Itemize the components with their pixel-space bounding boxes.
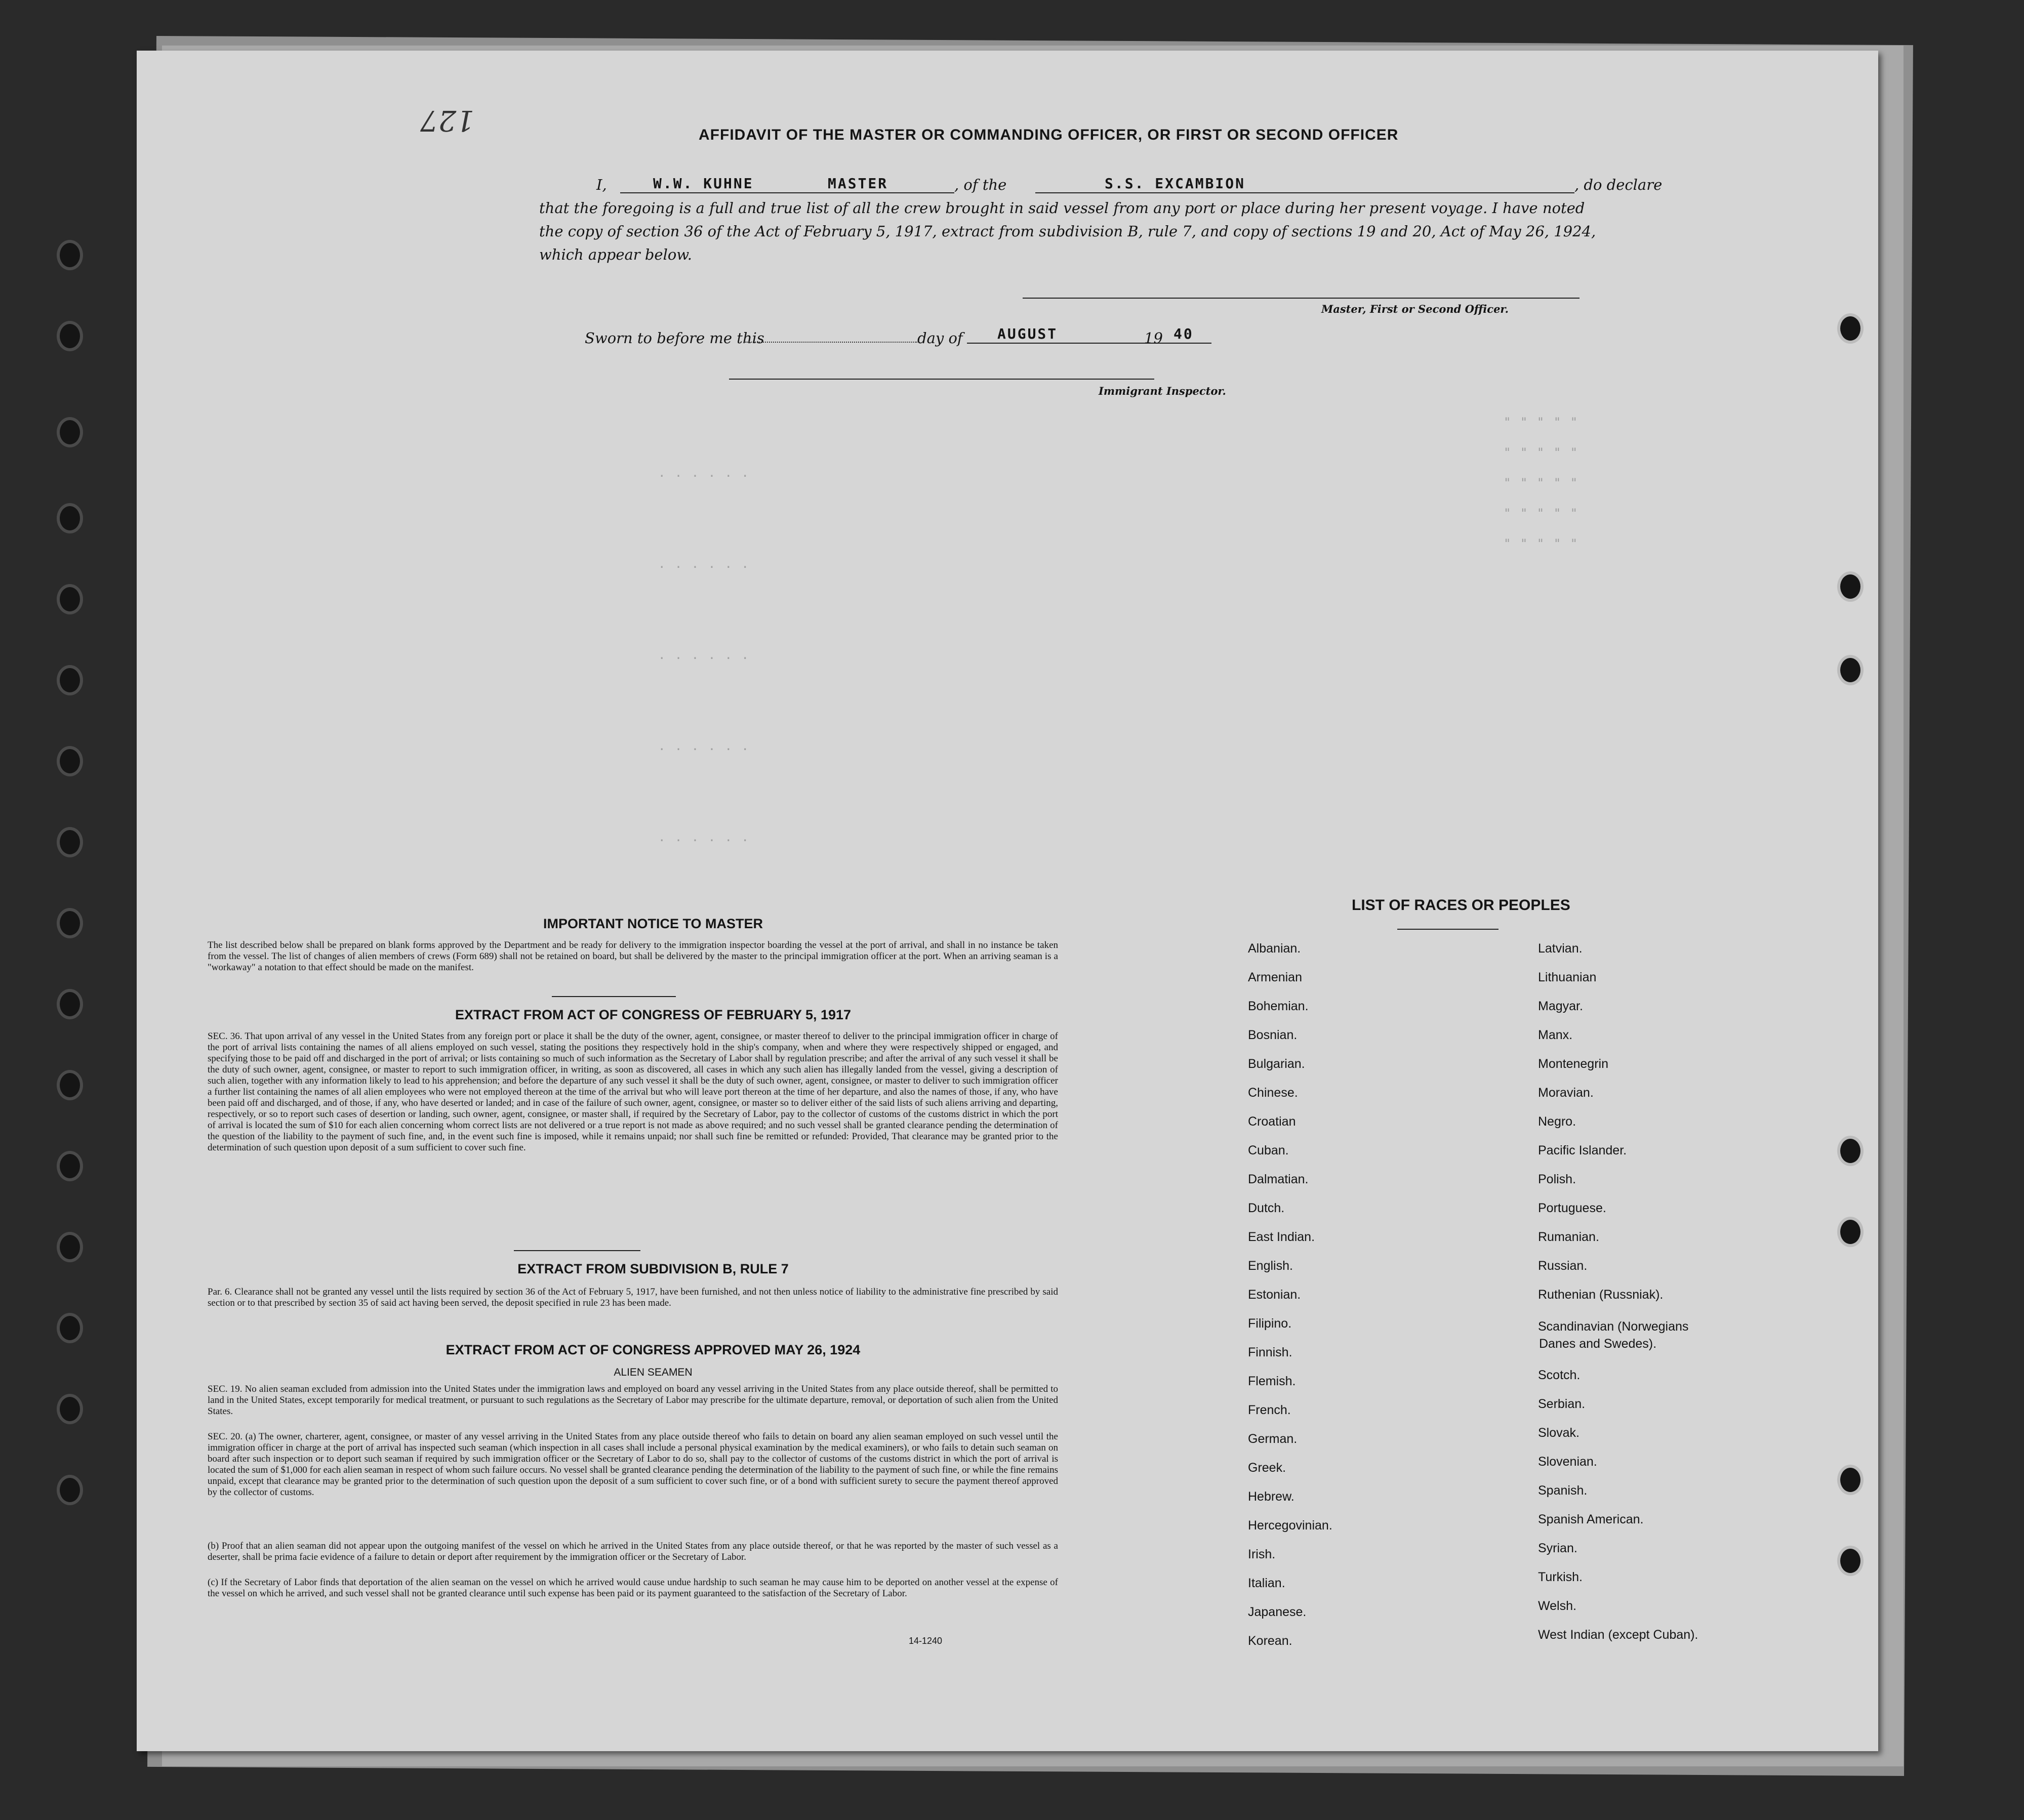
race-item: Spanish. <box>1538 1483 1588 1498</box>
page-punch-hole <box>1840 574 1860 599</box>
race-item: Finnish. <box>1248 1345 1292 1359</box>
affidavit-line-2: that the foregoing is a full and true list of all the crew brought in said vessel from any port or place during her present voyage. I have noted <box>539 199 1585 217</box>
sworn-month: AUGUST <box>997 325 1058 342</box>
notice-title: IMPORTANT NOTICE TO MASTER <box>543 916 763 931</box>
master-signature-line <box>1023 298 1580 299</box>
section-divider <box>552 996 676 997</box>
page-punch-hole <box>1840 316 1860 341</box>
binder-hole <box>60 992 80 1016</box>
do-declare-label: , do declare <box>1574 176 1663 193</box>
binder-hole <box>60 324 80 348</box>
races-left-column <box>1248 941 1332 1663</box>
extract-1917-body: SEC. 36. That upon arrival of any vessel in the United States from any foreign port or place it shall be the duty of the owner, agent, consignee, or master thereof to deliver to the principal immigration officer in charge of the port of arrival lists containing the names of all aliens employed on such vessel, stating the positions they respectively hold in the ship's company, when and where they were respectively shipped or engaged, and specifying those to be paid off and discharged in the port of arrival; or lists containing so much of such information as the Secretary of Labor shall by regulation prescribe; and after the arrival of any such vessel it shall be the duty of such owner, agent, consignee, or master to report to such immigration officer, in writing, as soon as discovered, all cases in which any such alien has illegally landed from the vessel, giving a description of such alien, together with any information likely to lead to his apprehension; and before the departure of any such vessel it shall be the duty of such owner, agent, consignee, or master to deliver to such immigration officer a further list containing the names of all alien employees who were not employed thereon at the time of the arrival but who will leave port thereon at the time of her departure, and also the names of those, if any, who have been paid off and discharged, and of those, if any, who have deserted or landed; and in case of the failure of such owner, agent, consignee, or master so to deliver either of the said lists of such aliens arriving and departing, respectively, or so to report such cases of desertion or landing, such owner, agent, consignee, or master shall, if required by the Secretary of Labor, pay to the collector of customs of the customs district in which the port of arrival is located the sum of $10 for each alien concerning whom correct lists are not delivered or a true report is not made as above required; and no such vessel shall be granted clearance pending the determination of the question of the liability to the payment of such fine, and, in the event such fine is imposed, while it remains unpaid; nor shall such fine be remitted or refunded: Provided, That clearance may be granted prior to the determination of such question upon deposit of a sum sufficient to cover such fine. <box>208 1031 1058 1153</box>
binder-hole <box>60 1073 80 1097</box>
bleed-through-text: " " " " " <box>1504 506 1579 520</box>
race-item: Montenegrin <box>1538 1057 1608 1071</box>
binder-hole <box>60 1397 80 1421</box>
race-item: Latvian. <box>1538 941 1583 956</box>
race-item: Bosnian. <box>1248 1028 1298 1042</box>
race-item: Flemish. <box>1248 1374 1296 1388</box>
race-item: West Indian (except Cuban). <box>1538 1628 1698 1642</box>
sworn-label: Sworn to before me this <box>585 329 764 347</box>
form-number: 14-1240 <box>909 1636 943 1646</box>
race-item: Serbian. <box>1538 1397 1586 1411</box>
page-punch-hole <box>1840 1468 1860 1492</box>
affidavit-title: AFFIDAVIT OF THE MASTER OR COMMANDING OFFICER, OR FIRST OR SECOND OFFICER <box>699 127 1399 143</box>
month-line <box>967 326 1164 344</box>
bleed-through-text: . . . . . . <box>658 648 750 662</box>
inspector-signature-line <box>729 379 1154 380</box>
binder-hole <box>60 1316 80 1340</box>
binder-hole <box>60 668 80 692</box>
race-item: Slovak. <box>1538 1426 1580 1440</box>
binder-hole <box>60 1478 80 1502</box>
inspector-caption: Immigrant Inspector. <box>1099 385 1226 397</box>
race-item: Dutch. <box>1248 1201 1285 1215</box>
binder-hole <box>60 830 80 854</box>
bleed-through-text: " " " " " <box>1504 476 1579 490</box>
binder-hole <box>60 1235 80 1259</box>
race-item: Bohemian. <box>1248 999 1309 1013</box>
bleed-through-text: . . . . . . <box>658 739 750 753</box>
binder-hole <box>60 506 80 530</box>
sworn-day-line <box>745 342 917 343</box>
race-item: English. <box>1248 1259 1293 1273</box>
races-right-column <box>1538 941 1698 1657</box>
bleed-through-text: " " " " " <box>1504 415 1579 429</box>
race-item: Spanish American. <box>1538 1512 1644 1526</box>
master-rank: MASTER <box>828 175 888 192</box>
page-punch-hole <box>1840 658 1860 682</box>
races-title: LIST OF RACES OR PEOPLES <box>1352 897 1570 914</box>
of-the-label: , of the <box>954 176 1007 193</box>
day-of-label: day of <box>917 329 963 347</box>
race-item: East Indian. <box>1248 1230 1315 1244</box>
page-punch-hole <box>1840 1139 1860 1163</box>
race-item: Korean. <box>1248 1634 1292 1648</box>
race-item: Polish. <box>1538 1172 1576 1186</box>
crew-list-page <box>137 51 1878 1751</box>
race-item: Filipino. <box>1248 1316 1292 1331</box>
race-item: Pacific Islander. <box>1538 1143 1627 1157</box>
race-item: Greek. <box>1248 1461 1286 1475</box>
binder-hole <box>60 587 80 611</box>
race-item: French. <box>1248 1403 1291 1417</box>
race-item: Croatian <box>1248 1114 1296 1129</box>
sec-19-body: SEC. 19. No alien seaman excluded from admission into the United States under the immigration laws and employed on board any vessel arriving in the United States from any place outside thereof, shall be permitted to land in the United States, except temporarily for medical treatment, or pursuant to such regulations as the Secretary of Labor may prescribe for the ultimate departure, removal, or deportation of such alien from the United States. <box>208 1384 1058 1417</box>
race-item: Negro. <box>1538 1114 1576 1129</box>
race-item: Lithuanian <box>1538 970 1597 984</box>
sec-20b-body: (b) Proof that an alien seaman did not appear upon the outgoing manifest of the vessel on which he arrived in the United States from any place outside thereof, or that he was reported by the master of such vessel as a deserter, shall be prima facie evidence of a failure to detain or deport after requirement by the immigration officer or the Secretary of Labor. <box>208 1541 1058 1562</box>
extract-1924-title: EXTRACT FROM ACT OF CONGRESS APPROVED MAY 26, 1924 <box>446 1342 861 1357</box>
race-item: German. <box>1248 1432 1298 1446</box>
race-item: Scandinavian (Norwegians <box>1538 1319 1689 1334</box>
binder-hole <box>60 749 80 773</box>
race-item: Bulgarian. <box>1248 1057 1305 1071</box>
race-item: Magyar. <box>1538 999 1583 1013</box>
race-item: Dalmatian. <box>1248 1172 1309 1186</box>
sworn-year: 40 <box>1173 325 1194 342</box>
race-item: Hebrew. <box>1248 1490 1294 1504</box>
master-name: W.W. KUHNE <box>653 175 754 192</box>
race-item: Syrian. <box>1538 1541 1577 1555</box>
race-item: Estonian. <box>1248 1288 1301 1302</box>
bleed-through-text: " " " " " <box>1504 445 1579 460</box>
affidavit-line-4: which appear below. <box>539 246 692 263</box>
page-punch-hole <box>1840 1549 1860 1573</box>
binder-hole <box>60 1154 80 1178</box>
race-item: Manx. <box>1538 1028 1573 1042</box>
signature-caption: Master, First or Second Officer. <box>1321 303 1509 315</box>
alien-seamen-subtitle: ALIEN SEAMEN <box>614 1367 693 1378</box>
race-item: Japanese. <box>1248 1605 1307 1619</box>
affidavit-line-3: the copy of section 36 of the Act of February 5, 1917, extract from subdivision B, rule 7, and copy of sections 19 and 20, Act of May 26, 1924, <box>539 223 1596 240</box>
race-item-continuation: Danes and Swedes). <box>1539 1337 1657 1351</box>
binder-hole <box>60 420 80 444</box>
handwritten-page-number: 127 <box>420 104 474 137</box>
bleed-through-text: . . . . . . <box>658 557 750 571</box>
race-item: Russian. <box>1538 1259 1588 1273</box>
section-divider <box>514 1250 640 1251</box>
subdivision-title: EXTRACT FROM SUBDIVISION B, RULE 7 <box>517 1261 789 1276</box>
vessel-name: S.S. EXCAMBION <box>1105 175 1246 192</box>
race-item: Armenian <box>1248 970 1302 984</box>
race-item: Cuban. <box>1248 1143 1289 1157</box>
sec-20a-body: SEC. 20. (a) The owner, charterer, agent, consignee, or master of any vessel arriving in the United States from any place outside thereof who fails to detain on board any alien seaman employed on such vessel until the immigration officer in charge at the port of arrival has inspected such seaman (which inspection in all cases shall include a personal physical examination by the medical examiners), or who fails to detain such seaman on board after such inspection or to deport such seaman if required by such immigration officer or the Secretary of Labor to do so, shall pay to the collector of customs of the customs district in which the port of arrival is located the sum of $1,000 for each alien seaman in respect of whom such failure occurs. No vessel shall be granted clearance pending the determination of the liability to the payment of such fine, or while the fine remains unpaid, except that clearance may be granted prior to the determination of such question upon the deposit of a sum sufficient to cover such fine, or of a bond with sufficient surety to secure the payment thereof approved by the collector of customs. <box>208 1431 1058 1498</box>
sec-20c-body: (c) If the Secretary of Labor finds that deportation of the alien seaman on the vessel on which he arrived would cause undue hardship to such seaman he may cause him to be deported on another vessel at the expense of the vessel on which he arrived, and such vessel shall not be granted clearance until such expense has been paid or its payment guaranteed to the satisfaction of the Secretary of Labor. <box>208 1577 1058 1599</box>
race-item: Irish. <box>1248 1547 1276 1561</box>
subdivision-body: Par. 6. Clearance shall not be granted any vessel until the lists required by section 36 of the Act of February 5, 1917, have been furnished, and not then unless notice of liability to the administrative fine prescribed by said section or to that prescribed by section 35 of said act having been served, the deposit specified in rule 23 has been made. <box>208 1287 1058 1308</box>
bleed-through-text: . . . . . . <box>658 830 750 844</box>
affidavit-i-label: I, <box>596 176 607 193</box>
race-item: Albanian. <box>1248 941 1301 956</box>
race-item: Moravian. <box>1538 1086 1594 1100</box>
race-item: Rumanian. <box>1538 1230 1599 1244</box>
page-punch-hole <box>1840 1220 1860 1244</box>
race-item: Welsh. <box>1538 1599 1576 1613</box>
bleed-through-text: " " " " " <box>1504 536 1579 551</box>
races-title-rule <box>1397 929 1499 930</box>
race-item: Slovenian. <box>1538 1455 1597 1469</box>
extract-1917-title: EXTRACT FROM ACT OF CONGRESS OF FEBRUARY 5, 1917 <box>455 1007 852 1022</box>
bleed-through-text: . . . . . . <box>658 466 750 480</box>
binder-hole <box>60 243 80 267</box>
race-item: Turkish. <box>1538 1570 1583 1584</box>
notice-body: The list described below shall be prepared on blank forms approved by the Department and be ready for delivery to the immigration inspector boarding the vessel at the port of arrival, and shall in no instance be taken from the vessel. The list of changes of alien members of crews (Form 689) shall not be retained on board, but shall be delivered by the master to the principal immigration officer at the port. When an arriving seaman is a "workaway" a notation to that effect should be made on the manifest. <box>208 940 1058 973</box>
race-item: Chinese. <box>1248 1086 1298 1100</box>
year-prefix: 19 <box>1144 329 1163 347</box>
binder-hole <box>60 911 80 935</box>
race-item: Hercegovinian. <box>1248 1518 1332 1533</box>
race-item: Italian. <box>1248 1576 1285 1590</box>
race-item: Portuguese. <box>1538 1201 1606 1215</box>
race-item: Ruthenian (Russniak). <box>1538 1288 1664 1302</box>
race-item: Scotch. <box>1538 1368 1581 1382</box>
